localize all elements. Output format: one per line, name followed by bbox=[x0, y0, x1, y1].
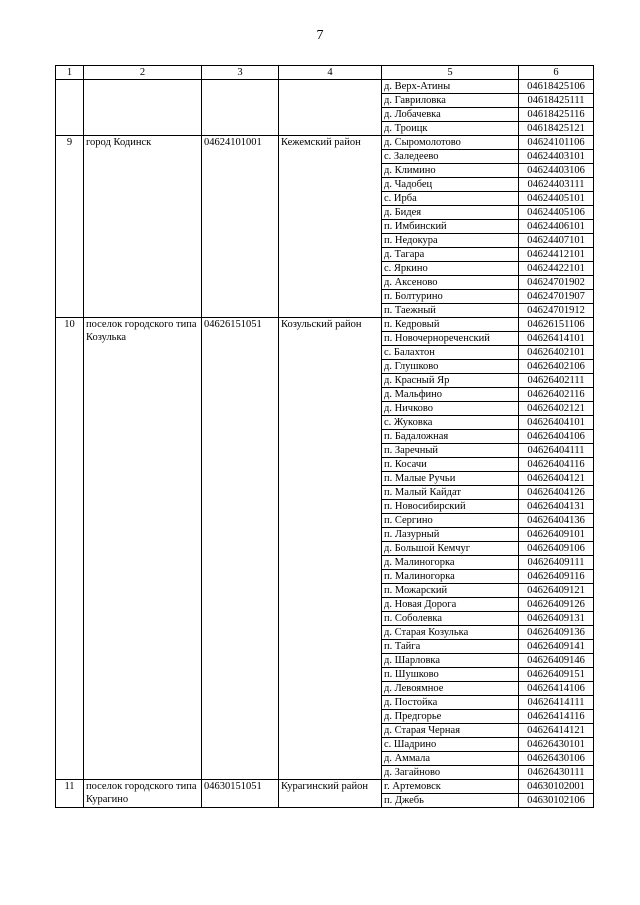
municipality-name: город Кодинск bbox=[84, 136, 202, 318]
settlement-code: 04626404111 bbox=[519, 444, 594, 458]
settlement-name: д. Постойка bbox=[382, 696, 519, 710]
settlement-name: д. Климино bbox=[382, 164, 519, 178]
settlement-name: д. Верх-Атины bbox=[382, 80, 519, 94]
settlement-name: п. Можарский bbox=[382, 584, 519, 598]
municipality-name: поселок городского типа Курагино bbox=[84, 780, 202, 808]
settlement-name: п. Тайга bbox=[382, 640, 519, 654]
settlement-code: 04626409136 bbox=[519, 626, 594, 640]
settlement-name: д. Гавриловка bbox=[382, 94, 519, 108]
settlement-code: 04624403106 bbox=[519, 164, 594, 178]
settlement-name: г. Артемовск bbox=[382, 780, 519, 794]
settlement-name: д. Новая Дорога bbox=[382, 598, 519, 612]
settlement-name: п. Малиногорка bbox=[382, 570, 519, 584]
settlement-code: 04626409116 bbox=[519, 570, 594, 584]
page-number: 7 bbox=[316, 28, 324, 43]
settlement-code: 04626430101 bbox=[519, 738, 594, 752]
group-number: 9 bbox=[56, 136, 84, 318]
settlement-code: 04626402111 bbox=[519, 374, 594, 388]
group-number: 10 bbox=[56, 318, 84, 780]
settlement-code: 04626414106 bbox=[519, 682, 594, 696]
settlement-code: 04626409151 bbox=[519, 668, 594, 682]
settlement-name: п. Таежный bbox=[382, 304, 519, 318]
settlement-code: 04626414116 bbox=[519, 710, 594, 724]
settlement-name: п. Шушково bbox=[382, 668, 519, 682]
settlement-name: п. Болтурино bbox=[382, 290, 519, 304]
settlement-code: 04618425106 bbox=[519, 80, 594, 94]
settlement-code: 04626402101 bbox=[519, 346, 594, 360]
settlement-code: 04626404101 bbox=[519, 416, 594, 430]
header-cell: 6 bbox=[519, 66, 594, 80]
settlement-code: 04626414101 bbox=[519, 332, 594, 346]
settlement-code: 04624701907 bbox=[519, 290, 594, 304]
settlement-name: с. Жуковка bbox=[382, 416, 519, 430]
settlement-name: п. Косачи bbox=[382, 458, 519, 472]
district-name: Кежемский район bbox=[279, 136, 382, 318]
settlement-code: 04624406101 bbox=[519, 220, 594, 234]
settlement-name: с. Яркино bbox=[382, 262, 519, 276]
settlement-name: д. Загайново bbox=[382, 766, 519, 780]
settlement-code: 04626404106 bbox=[519, 430, 594, 444]
settlement-code: 04624412101 bbox=[519, 248, 594, 262]
settlement-name: д. Красный Яр bbox=[382, 374, 519, 388]
header-cell: 2 bbox=[84, 66, 202, 80]
header-cell: 5 bbox=[382, 66, 519, 80]
settlement-name: с. Шадрино bbox=[382, 738, 519, 752]
settlement-name: д. Шарловка bbox=[382, 654, 519, 668]
settlement-code: 04626414121 bbox=[519, 724, 594, 738]
settlement-name: д. Мальфино bbox=[382, 388, 519, 402]
settlement-code: 04626409106 bbox=[519, 542, 594, 556]
settlement-name: д. Левоямное bbox=[382, 682, 519, 696]
settlement-name: п. Новосибирский bbox=[382, 500, 519, 514]
settlement-code: 04626151106 bbox=[519, 318, 594, 332]
settlement-code: 04626409126 bbox=[519, 598, 594, 612]
settlement-code: 04626402106 bbox=[519, 360, 594, 374]
settlement-name: п. Соболевка bbox=[382, 612, 519, 626]
settlement-code: 04624403111 bbox=[519, 178, 594, 192]
settlement-name: п. Сергино bbox=[382, 514, 519, 528]
continuation-cell bbox=[279, 80, 382, 136]
municipality-name: поселок городского типа Козулька bbox=[84, 318, 202, 780]
settlement-code: 04626430106 bbox=[519, 752, 594, 766]
settlement-name: д. Старая Козулька bbox=[382, 626, 519, 640]
settlement-code: 04626404131 bbox=[519, 500, 594, 514]
settlement-name: п. Малые Ручьи bbox=[382, 472, 519, 486]
settlement-code: 04626409101 bbox=[519, 528, 594, 542]
settlement-code: 04624403101 bbox=[519, 150, 594, 164]
settlement-name: с. Ирба bbox=[382, 192, 519, 206]
settlement-code: 04626409146 bbox=[519, 654, 594, 668]
settlement-code: 04626402121 bbox=[519, 402, 594, 416]
settlement-name: д. Чадобец bbox=[382, 178, 519, 192]
table-row bbox=[56, 780, 594, 794]
settlement-name: п. Заречный bbox=[382, 444, 519, 458]
settlement-code: 04624101106 bbox=[519, 136, 594, 150]
header-row bbox=[56, 66, 594, 80]
settlement-code: 04626409111 bbox=[519, 556, 594, 570]
header-cell: 3 bbox=[202, 66, 279, 80]
continuation-cell bbox=[56, 80, 84, 136]
settlement-code: 04624407101 bbox=[519, 234, 594, 248]
settlement-code: 04626409131 bbox=[519, 612, 594, 626]
settlement-code: 04624701912 bbox=[519, 304, 594, 318]
settlement-name: п. Имбинский bbox=[382, 220, 519, 234]
settlement-name: п. Бадаложная bbox=[382, 430, 519, 444]
table-row bbox=[56, 80, 594, 94]
settlement-name: д. Лобачевка bbox=[382, 108, 519, 122]
table-row bbox=[56, 136, 594, 150]
settlement-code: 04618425116 bbox=[519, 108, 594, 122]
settlement-name: с. Балахтон bbox=[382, 346, 519, 360]
settlement-code: 04626404136 bbox=[519, 514, 594, 528]
settlement-code: 04626404116 bbox=[519, 458, 594, 472]
municipality-code: 04630151051 bbox=[202, 780, 279, 808]
settlement-name: с. Заледеево bbox=[382, 150, 519, 164]
district-name: Козульский район bbox=[279, 318, 382, 780]
settlement-code: 04626409141 bbox=[519, 640, 594, 654]
settlement-code: 04626404121 bbox=[519, 472, 594, 486]
settlement-name: д. Аммала bbox=[382, 752, 519, 766]
group-number: 11 bbox=[56, 780, 84, 808]
settlement-name: д. Троицк bbox=[382, 122, 519, 136]
settlement-name: д. Малиногорка bbox=[382, 556, 519, 570]
table-row bbox=[56, 318, 594, 332]
district-name: Курагинский район bbox=[279, 780, 382, 808]
header-cell: 1 bbox=[56, 66, 84, 80]
settlement-code: 04630102001 bbox=[519, 780, 594, 794]
settlements-table bbox=[55, 65, 594, 808]
continuation-cell bbox=[202, 80, 279, 136]
settlement-name: п. Недокура bbox=[382, 234, 519, 248]
settlement-code: 04626404126 bbox=[519, 486, 594, 500]
settlement-code: 04624405106 bbox=[519, 206, 594, 220]
settlement-code: 04630102106 bbox=[519, 794, 594, 808]
municipality-code: 04626151051 bbox=[202, 318, 279, 780]
settlement-name: п. Лазурный bbox=[382, 528, 519, 542]
settlement-name: д. Предгорье bbox=[382, 710, 519, 724]
settlement-code: 04618425121 bbox=[519, 122, 594, 136]
settlement-name: д. Сыромолотово bbox=[382, 136, 519, 150]
municipality-code: 04624101001 bbox=[202, 136, 279, 318]
settlement-code: 04626402116 bbox=[519, 388, 594, 402]
settlement-code: 04618425111 bbox=[519, 94, 594, 108]
settlement-name: д. Большой Кемчуг bbox=[382, 542, 519, 556]
settlement-code: 04624701902 bbox=[519, 276, 594, 290]
settlement-code: 04624422101 bbox=[519, 262, 594, 276]
settlement-name: д. Старая Черная bbox=[382, 724, 519, 738]
settlement-code: 04626409121 bbox=[519, 584, 594, 598]
settlement-code: 04626430111 bbox=[519, 766, 594, 780]
settlement-name: д. Аксеново bbox=[382, 276, 519, 290]
settlement-name: д. Бидея bbox=[382, 206, 519, 220]
header-cell: 4 bbox=[279, 66, 382, 80]
settlement-name: п. Малый Кайдат bbox=[382, 486, 519, 500]
settlement-name: п. Новочернореченский bbox=[382, 332, 519, 346]
continuation-cell bbox=[84, 80, 202, 136]
settlement-name: п. Кедровый bbox=[382, 318, 519, 332]
settlement-code: 04624405101 bbox=[519, 192, 594, 206]
settlement-name: д. Глушково bbox=[382, 360, 519, 374]
settlement-name: д. Ничково bbox=[382, 402, 519, 416]
settlement-name: п. Джебь bbox=[382, 794, 519, 808]
settlement-code: 04626414111 bbox=[519, 696, 594, 710]
settlement-name: д. Тагара bbox=[382, 248, 519, 262]
